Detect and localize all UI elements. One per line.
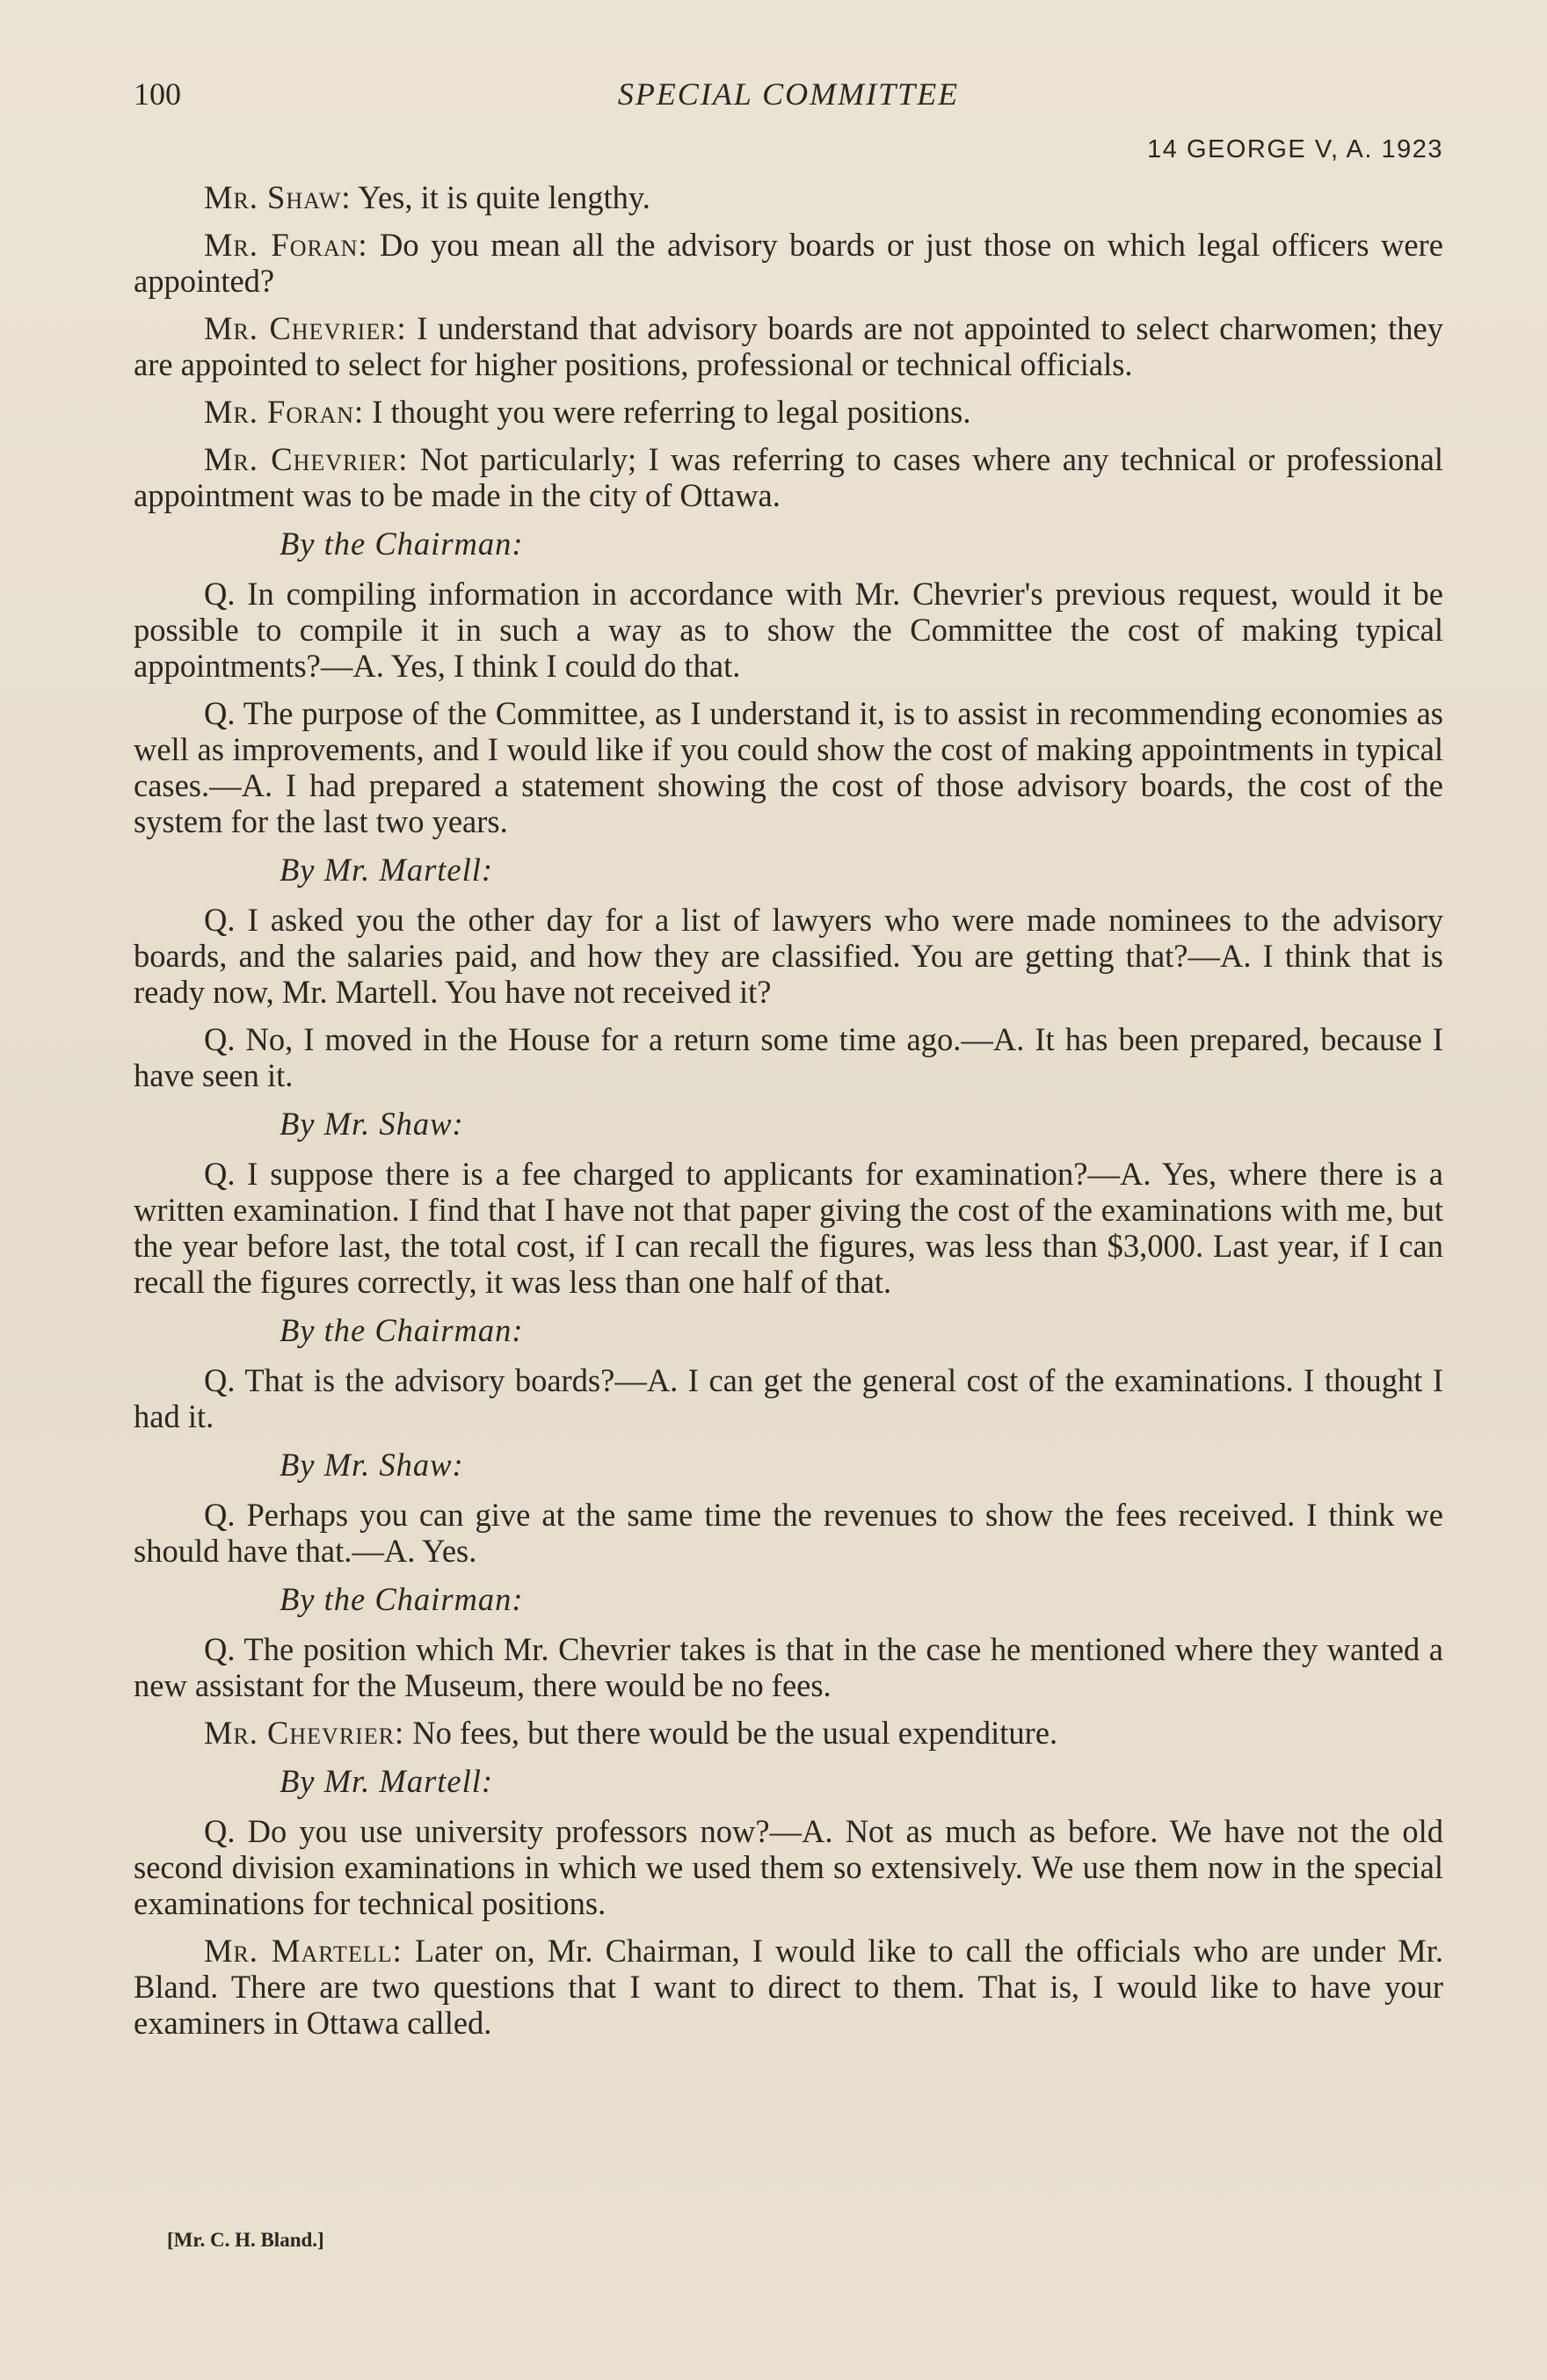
examiner-heading: By the Chairman: bbox=[280, 1312, 524, 1348]
speech-paragraph bbox=[134, 441, 1443, 513]
speech-text: Yes, it is quite lengthy. bbox=[351, 179, 650, 215]
qa-paragraph: Q. That is the advisory boards?—A. I can get the general cost of the examinations. I thought I had it. bbox=[134, 1362, 1443, 1434]
examiner-heading: By Mr. Shaw: bbox=[280, 1106, 464, 1142]
qa-paragraph: Q. Do you use university professors now?—A. Not as much as before. We have not the old second division examinations in which we used them so extensively. We use them now in the special examinations for technical positions. bbox=[134, 1813, 1443, 1921]
speaker-label: Mr. Shaw: bbox=[204, 179, 352, 215]
speech-paragraph bbox=[134, 394, 1443, 430]
speaker-label: Mr. Foran: bbox=[204, 394, 365, 430]
speech-paragraph bbox=[134, 310, 1443, 382]
witness-footer: [Mr. C. H. Bland.] bbox=[167, 2229, 324, 2251]
speaker-label: Mr. Chevrier: bbox=[204, 441, 409, 477]
speech-text: Later on, Mr. Chairman, I would like to call the officials who are under Mr. Bland. There are two questions that I want to direct to them. That is, I would like to have your examiners in Ottawa called. bbox=[134, 1933, 1443, 2041]
speaker-label: Mr. Chevrier: bbox=[204, 1715, 405, 1751]
speaker-label: Mr. Chevrier: bbox=[204, 310, 407, 346]
examiner-heading: By Mr. Shaw: bbox=[280, 1447, 464, 1483]
session-reference: 14 GEORGE V, A. 1923 bbox=[1147, 135, 1443, 163]
speech-paragraph bbox=[134, 1715, 1443, 1751]
page-header bbox=[134, 76, 1443, 120]
transcript-body bbox=[134, 179, 1443, 2052]
speech-paragraph bbox=[134, 1933, 1443, 2041]
examiner-heading: By Mr. Martell: bbox=[280, 852, 494, 888]
speech-paragraph bbox=[134, 227, 1443, 299]
qa-paragraph: Q. I asked you the other day for a list of lawyers who were made nominees to the advisory boards, and the salaries paid, and how they are classified. You are getting that?—A. I think that is ready now, Mr. Martell. You have not received it? bbox=[134, 902, 1443, 1010]
speech-text: I understand that advisory boards are not appointed to select charwomen; they are appointed to select for higher positions, professional or technical officials. bbox=[134, 310, 1443, 382]
speech-text: Not particularly; I was referring to cases where any technical or professional appointment was to be made in the city of Ottawa. bbox=[134, 441, 1443, 513]
examiner-heading: By the Chairman: bbox=[280, 526, 524, 562]
qa-paragraph: Q. The purpose of the Committee, as I understand it, is to assist in recommending economies as well as improvements, and I would like if you could show the cost of making appointments in typical cases.—A. I had prepared a statement showing the cost of those advisory boards, the cost of the system for the last two years. bbox=[134, 695, 1443, 839]
speaker-label: Mr. Martell: bbox=[204, 1933, 403, 1969]
speaker-label: Mr. Foran: bbox=[204, 227, 368, 263]
speech-paragraph bbox=[134, 179, 1443, 215]
running-title: SPECIAL COMMITTEE bbox=[617, 76, 960, 112]
qa-paragraph: Q. In compiling information in accordance with Mr. Chevrier's previous request, would it be possible to compile it in such a way as to show the Committee the cost of making typical appointments?—A. Yes, I think I could do that. bbox=[134, 576, 1443, 684]
speech-text: No fees, but there would be the usual expenditure. bbox=[404, 1715, 1058, 1751]
page-number: 100 bbox=[134, 76, 181, 112]
examiner-heading: By the Chairman: bbox=[280, 1581, 524, 1617]
examiner-heading: By Mr. Martell: bbox=[280, 1763, 494, 1799]
qa-paragraph: Q. No, I moved in the House for a return some time ago.—A. It has been prepared, because I have seen it. bbox=[134, 1021, 1443, 1093]
qa-paragraph: Q. The position which Mr. Chevrier takes is that in the case he mentioned where they wanted a new assistant for the Museum, there would be no fees. bbox=[134, 1631, 1443, 1703]
speech-text: Do you mean all the advisory boards or just those on which legal officers were appointed? bbox=[134, 227, 1443, 299]
qa-paragraph: Q. Perhaps you can give at the same time the revenues to show the fees received. I think we should have that.—A. Yes. bbox=[134, 1497, 1443, 1569]
qa-paragraph: Q. I suppose there is a fee charged to applicants for examination?—A. Yes, where there is a written examination. I find that I have not that paper giving the cost of the examinations with me, but the year before last, the total cost, if I can recall the figures, was less than $3,000. Last year, if I can recall the figures correctly, it was less than one half of that. bbox=[134, 1156, 1443, 1300]
speech-text: I thought you were referring to legal positions. bbox=[364, 394, 971, 430]
